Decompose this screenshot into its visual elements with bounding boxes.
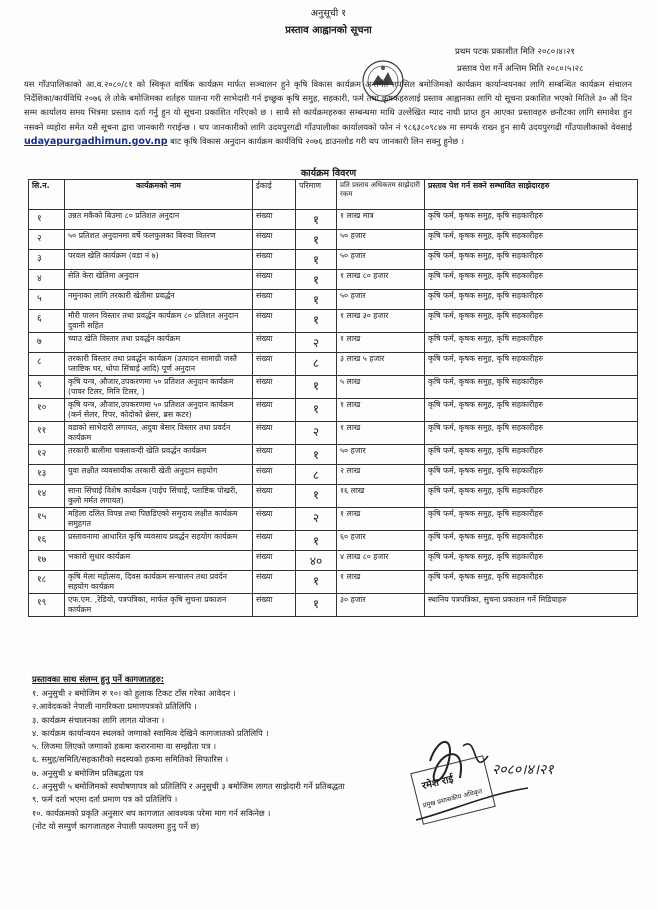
row-partners: कृषि फर्म, कृषक समुह, कृषि सहकारीहरु xyxy=(425,571,638,594)
program-table xyxy=(28,179,638,617)
header-sn: सि.न. xyxy=(29,180,65,210)
row-quantity: २ xyxy=(296,333,337,353)
row-partners: कृषि फर्म, कृषक समुह, कृषि सहकारीहरु xyxy=(425,270,638,290)
attachment-item: ७. अनुसुची ४ बमोजिम प्रतिबद्धता पत्र xyxy=(32,767,144,778)
row-partners: कृषि फर्म, कृषक समुह, कृषि सहकारीहरु xyxy=(425,445,638,465)
row-unit: संख्या xyxy=(253,270,296,290)
table-row xyxy=(29,422,638,445)
table-row xyxy=(29,353,638,376)
row-partners: कृषि फर्म, कृषक समुह, कृषि सहकारीहरु xyxy=(425,210,638,230)
row-unit: संख्या xyxy=(253,376,296,399)
row-partners: कृषि फर्म, कृषक समुह, कृषि सहकारीहरु xyxy=(425,250,638,270)
table-row xyxy=(29,290,638,310)
header-partners: प्रस्ताव पेश गर्न सक्ने सम्भावित साझेदारहरु xyxy=(425,180,638,210)
row-partners: कृषि फर्म, कृषक समुह, कृषि सहकारीहरु xyxy=(425,485,638,508)
table-row xyxy=(29,210,638,230)
row-program-name: भकारो सुधार कार्यक्रम xyxy=(65,551,253,571)
row-sn: २ xyxy=(29,230,65,250)
row-sn: ४ xyxy=(29,270,65,290)
row-quantity: १ xyxy=(296,399,337,422)
row-program-name: तरकारी बालीमा चक्लावन्दी खेति प्रवर्द्धन कार्यक्रम xyxy=(65,445,253,465)
row-sn: ११ xyxy=(29,422,65,445)
row-unit: संख्या xyxy=(253,399,296,422)
row-amount: ५० हजार xyxy=(337,290,425,310)
intro-paragraph xyxy=(24,77,632,149)
row-amount: ५० हजार xyxy=(337,230,425,250)
attachment-item: ५. लिजमा लिएको जग्गाको हकमा करारनामा वा सम्झौता पत्र । xyxy=(32,741,217,752)
table-row xyxy=(29,531,638,551)
table-header-row xyxy=(29,180,638,210)
intro-text-2: बाट कृषि विकास अनुदान कार्यक्रम कार्यविधि २०७६ डाउनलोड गरी थप जानकारी लिन सक्नु हुनेछ । xyxy=(170,135,465,146)
row-sn: १० xyxy=(29,399,65,422)
row-partners: कृषि फर्म, कृषक समुह, कृषि सहकारीहरु xyxy=(425,422,638,445)
row-partners: स्थानिय पत्रपत्रिका, सुचना प्रकाशन गर्ने मिडियाहरु xyxy=(425,594,638,617)
row-amount: १ लाख xyxy=(337,399,425,422)
row-partners: कृषि फर्म, कृषक समुह, कृषि सहकारीहरु xyxy=(425,399,638,422)
row-partners: कृषि फर्म, कृषक समुह, कृषि सहकारीहरु xyxy=(425,531,638,551)
row-partners: कृषि फर्म, कृषक समुह, कृषि सहकारीहरु xyxy=(425,376,638,399)
row-amount: ५ लाख xyxy=(337,376,425,399)
table-row xyxy=(29,310,638,333)
row-program-name: च्याउ खेति विस्तार तथा प्रवर्द्धन कार्यक्रम xyxy=(65,333,253,353)
website-link[interactable]: udayapurgadhimun.gov.np xyxy=(24,135,168,147)
row-program-name: मौरी पालन विस्तार तथा प्रवर्द्धन कार्यक्रम ८० प्रतिशत अनुदान दुवानी सहित xyxy=(65,310,253,333)
row-unit: संख्या xyxy=(253,250,296,270)
row-program-name: तरकारी विस्तार तथा प्रवर्द्धन कार्यक्रम (उत्पादन सामाग्री जस्तै प्लाष्टिक घर, थोपा सिंचाई आदि) पूर्ण अनुदान xyxy=(65,353,253,376)
row-amount: १६ लाख xyxy=(337,485,425,508)
first-published-date: प्रथम पटक प्रकाशीत मिति २०८०।४।२१ xyxy=(455,47,575,57)
row-partners: कृषि फर्म, कृषक समुह, कृषि सहकारीहरु xyxy=(425,353,638,376)
header-quantity: परिमाण xyxy=(296,180,337,210)
row-amount: ६० हजार xyxy=(337,531,425,551)
signature-date: २०८०।४।२१ xyxy=(492,762,554,778)
row-unit: संख्या xyxy=(253,353,296,376)
row-amount: १ लाख मात्र xyxy=(337,210,425,230)
row-quantity: २ xyxy=(296,422,337,445)
row-unit: संख्या xyxy=(253,210,296,230)
row-amount: ३ लाख ५ हजार xyxy=(337,353,425,376)
row-amount: १ लाख xyxy=(337,508,425,531)
row-program-name: कृषि यन्त्र, औजार,उपकरणमा ५० प्रतिशत अनुदान कार्यक्रम (कर्न सेलर, रिपर, कोदोको थ्रेसर, ब्रस कटर) xyxy=(65,399,253,422)
header-max-amount: प्रति प्रस्ताव अधिकतम साझेदारी रकम xyxy=(337,180,425,210)
last-submission-date: प्रस्ताव पेश गर्ने अन्तिम मिति २०८०।५।२८ xyxy=(457,64,584,74)
attachment-item: ९. फर्म दर्ता भएमा दर्ता प्रमाण पत्र को प्रतिलिपि । xyxy=(32,794,178,805)
table-row xyxy=(29,399,638,422)
annex-label: अनुसूची १ xyxy=(310,8,347,19)
row-program-name: साना सिंचाई विशेष कार्यक्रम (पाईप सिंचाई, प्लाष्टिक पोखरी, कुलो मर्मत लगायत) xyxy=(65,485,253,508)
row-partners: कृषि फर्म, कृषक समुह, कृषि सहकारीहरु xyxy=(425,230,638,250)
row-unit: संख्या xyxy=(253,594,296,617)
row-sn: १८ xyxy=(29,571,65,594)
row-quantity: १ xyxy=(296,230,337,250)
row-program-name: एफ.एम. ,रेडियो, पत्रपत्रिका, मार्फत कृषि सुचना प्रकाशन कार्यक्रम xyxy=(65,594,253,617)
row-partners: कृषि फर्म, कृषक समुह, कृषि सहकारीहरु xyxy=(425,310,638,333)
row-unit: संख्या xyxy=(253,445,296,465)
row-quantity: १ xyxy=(296,485,337,508)
attachment-item: १. अनुसुची २ बमोजिम रु १०। को हुलाक टिकट टाँस गरेका आवेदन । xyxy=(32,688,236,698)
row-quantity: १ xyxy=(296,571,337,594)
row-quantity: ८ xyxy=(296,465,337,485)
row-quantity: ८ xyxy=(296,353,337,376)
row-quantity: १ xyxy=(296,594,337,617)
row-unit: संख्या xyxy=(253,485,296,508)
row-sn: ५ xyxy=(29,290,65,310)
table-row xyxy=(29,333,638,353)
signature-stamp xyxy=(408,716,578,836)
row-quantity: १ xyxy=(296,376,337,399)
attachment-item: १०. कार्यक्रमको प्रकृति अनुसार थप कागजात आवश्यक परेमा माग गर्न सकिनेछ । xyxy=(32,807,271,818)
row-unit: संख्या xyxy=(253,422,296,445)
row-sn: १३ xyxy=(29,465,65,485)
row-sn: १९ xyxy=(29,594,65,617)
row-unit: संख्या xyxy=(253,531,296,551)
row-program-name: वडाको साभेदारी लगायत, अदुवा बेसार विस्तार तथा प्रवर्दन कार्यक्रम xyxy=(65,422,253,445)
row-sn: ६ xyxy=(29,310,65,333)
program-table-title: कार्यक्रम विवरण xyxy=(300,168,357,179)
row-unit: संख्या xyxy=(253,333,296,353)
attachment-item: ८. अनुसुची ५ बमोजिमको स्वघोषणापत्र को प्रतिलिपि र अनुसुची ३ बमोजिम लागत साझेदारी गर्ने प्रतिबद्धता xyxy=(32,781,345,792)
table-row xyxy=(29,270,638,290)
table-row xyxy=(29,594,638,617)
stamp-title: प्रमुख प्रशासकीय अधिकृत xyxy=(421,787,484,810)
intro-text-1: यस गाँउपालिकाको आ.व.२०८०/८१ को स्विकृत वार्षिक कार्यक्रम मार्फत सञ्चालन हुने कृषि विकास कार्यक्रम अन्तर्गत तपसिल बमोजिमको कार्यक्रम कार्यान्वयनका लागि सम्बन्धित कार्यक्रम संचालन निर्देशिका/कार्यविधि २०७६ ले तोके बमोजिमका शर्तहरु पालना गरी साभेदारी गर्न इच्छुक कृषि समुह, सहकारी, फर्म तथा कृषकहरुलाई प्रस्ताव आह्वानका लागि यो सूचना प्रकाशित भएको मितिले ३० औं दिन सम्म कार्यालय समय भित्रमा प्रस्ताव दर्ता गर्नु हुन यो सूचना प्रकाशित गरिएको छ । साथै सो कार्यक्रमहरुका सम्बन्धमा माथि उल्लेखित म्याद नाघी प्राप्त हुन आएका प्रस्तावहरु छनौटका लागि समावेश हुन नसक्ने व्यहोरा समेत यसै सूचना द्वारा जानकारी गराईन्छ । थप जानकारीको लागि उदयपुरगढी गाँउपालीका कार्यालयको फोन नं ९८६३८०९८४७ मा सम्पर्क राख्न हुन साथै उदयपुरगढी गाँउपालीकाको वेवसाई xyxy=(24,79,632,132)
row-sn: ८ xyxy=(29,353,65,376)
row-program-name: सेति केरा खेतिमा अनुदान xyxy=(65,270,253,290)
row-partners: कृषि फर्म, कृषक समुह, कृषि सहकारीहरु xyxy=(425,551,638,571)
row-unit: संख्या xyxy=(253,508,296,531)
row-sn: ७ xyxy=(29,333,65,353)
row-unit: संख्या xyxy=(253,290,296,310)
row-sn: १७ xyxy=(29,551,65,571)
row-program-name: उन्नत मकैको बिउमा ८० प्रतिशत अनुदान xyxy=(65,210,253,230)
row-partners: कृषि फर्म, कृषक समुह, कृषि सहकारीहरु xyxy=(425,508,638,531)
row-quantity: १ xyxy=(296,270,337,290)
row-unit: संख्या xyxy=(253,310,296,333)
table-row xyxy=(29,571,638,594)
row-unit: संख्या xyxy=(253,551,296,571)
table-row xyxy=(29,250,638,270)
row-unit: संख्या xyxy=(253,230,296,250)
header-unit: ईकाई xyxy=(253,180,296,210)
row-amount: ५० हजार xyxy=(337,445,425,465)
row-program-name: महिला दलित विपन्न तथा पिछडिएको समुदाय लक्षीत कार्यक्रम समुहगत xyxy=(65,508,253,531)
row-unit: संख्या xyxy=(253,465,296,485)
attachment-item: (नोट यो सम्पुर्ण कागजातहरु नेपाली फायलमा हुनु पर्ने छ) xyxy=(32,820,200,831)
row-sn: ३ xyxy=(29,250,65,270)
row-amount: ३० हजार xyxy=(337,594,425,617)
row-program-name: नमुनाका लागि तरकारी खेतीमा प्रवर्द्धन xyxy=(65,290,253,310)
row-sn: ९ xyxy=(29,376,65,399)
row-partners: कृषि फर्म, कृषक समुह, कृषि सहकारीहरु xyxy=(425,290,638,310)
table-row xyxy=(29,376,638,399)
row-program-name: परवल खेति कार्यक्रम (वडा नं ७) xyxy=(65,250,253,270)
row-sn: १ xyxy=(29,210,65,230)
row-program-name: कृषि मेला महोत्सव, दिवस कार्यक्रम सन्चालन तथा प्रवर्दन सहयोग कार्यक्रम xyxy=(65,571,253,594)
attachment-item: ६. समुह/समिति/सहकारीको सदस्यको हकमा समितिको सिफारिस । xyxy=(32,754,229,765)
row-quantity: १ xyxy=(296,250,337,270)
table-row xyxy=(29,445,638,465)
attachment-item: ३. कार्यक्रम संचालनका लागि लागत योजना । xyxy=(32,714,165,725)
row-program-name: ५० प्रतिशत अनुदानमा वर्षे फलफुलका बिरुवा वितरण xyxy=(65,230,253,250)
row-amount: १ लाख ८० हजार xyxy=(337,270,425,290)
row-quantity: १ xyxy=(296,445,337,465)
row-quantity: १ xyxy=(296,531,337,551)
table-row xyxy=(29,508,638,531)
row-sn: १४ xyxy=(29,485,65,508)
table-row xyxy=(29,230,638,250)
row-program-name: प्रस्तावनामा आधारित कृषि व्यवसाय प्रवर्द्धन सहयोग कार्यक्रम xyxy=(65,531,253,551)
row-quantity: २ xyxy=(296,508,337,531)
row-amount: ४ लाख ८० हजार xyxy=(337,551,425,571)
row-sn: १५ xyxy=(29,508,65,531)
row-sn: १६ xyxy=(29,531,65,551)
attachment-item: २.आवेदकको नेपाली नागरिकता प्रमाणपत्रको प्रतिलिपि । xyxy=(32,701,197,712)
row-quantity: १ xyxy=(296,310,337,333)
table-row xyxy=(29,551,638,571)
row-amount: १ लाख xyxy=(337,333,425,353)
row-amount: १ लाख xyxy=(337,571,425,594)
row-program-name: युवा लक्षीत व्यवसायीक तरकारी खेती अनुदान सहयोग xyxy=(65,465,253,485)
row-amount: २ लाख xyxy=(337,465,425,485)
attachments-title: प्रस्तावका साथ संलग्न हुनु पर्ने कागजातहरु: xyxy=(32,674,165,684)
row-amount: १ लाख ३० हजार xyxy=(337,310,425,333)
row-quantity: १ xyxy=(296,210,337,230)
notice-title: प्रस्ताव आह्वानको सूचना xyxy=(285,25,372,36)
row-quantity: १ xyxy=(296,290,337,310)
table-row xyxy=(29,485,638,508)
row-amount: ५० हजार xyxy=(337,250,425,270)
table-row xyxy=(29,465,638,485)
stamp-name: रमेश राई xyxy=(420,773,455,793)
row-quantity: ४० xyxy=(296,551,337,571)
row-program-name: कृषि यन्त्र, औजार,उपकरणमा ५० प्रतिशत अनुदान कार्यक्रम (पावर टिलर, मिनि टिलर, ) xyxy=(65,376,253,399)
row-partners: कृषि फर्म, कृषक समुह, कृषि सहकारीहरु xyxy=(425,333,638,353)
attachment-item: ४. कार्यक्रम कार्यान्वयन स्थलको जग्गाको स्वामित्व देखिने कागजातको प्रतिलिपि । xyxy=(32,727,269,738)
row-amount: १ लाख xyxy=(337,422,425,445)
row-partners: कृषि फर्म, कृषक समुह, कृषि सहकारीहरु xyxy=(425,465,638,485)
row-sn: १२ xyxy=(29,445,65,465)
header-program-name: कार्यक्रमको नाम xyxy=(65,180,253,210)
row-unit: संख्या xyxy=(253,571,296,594)
